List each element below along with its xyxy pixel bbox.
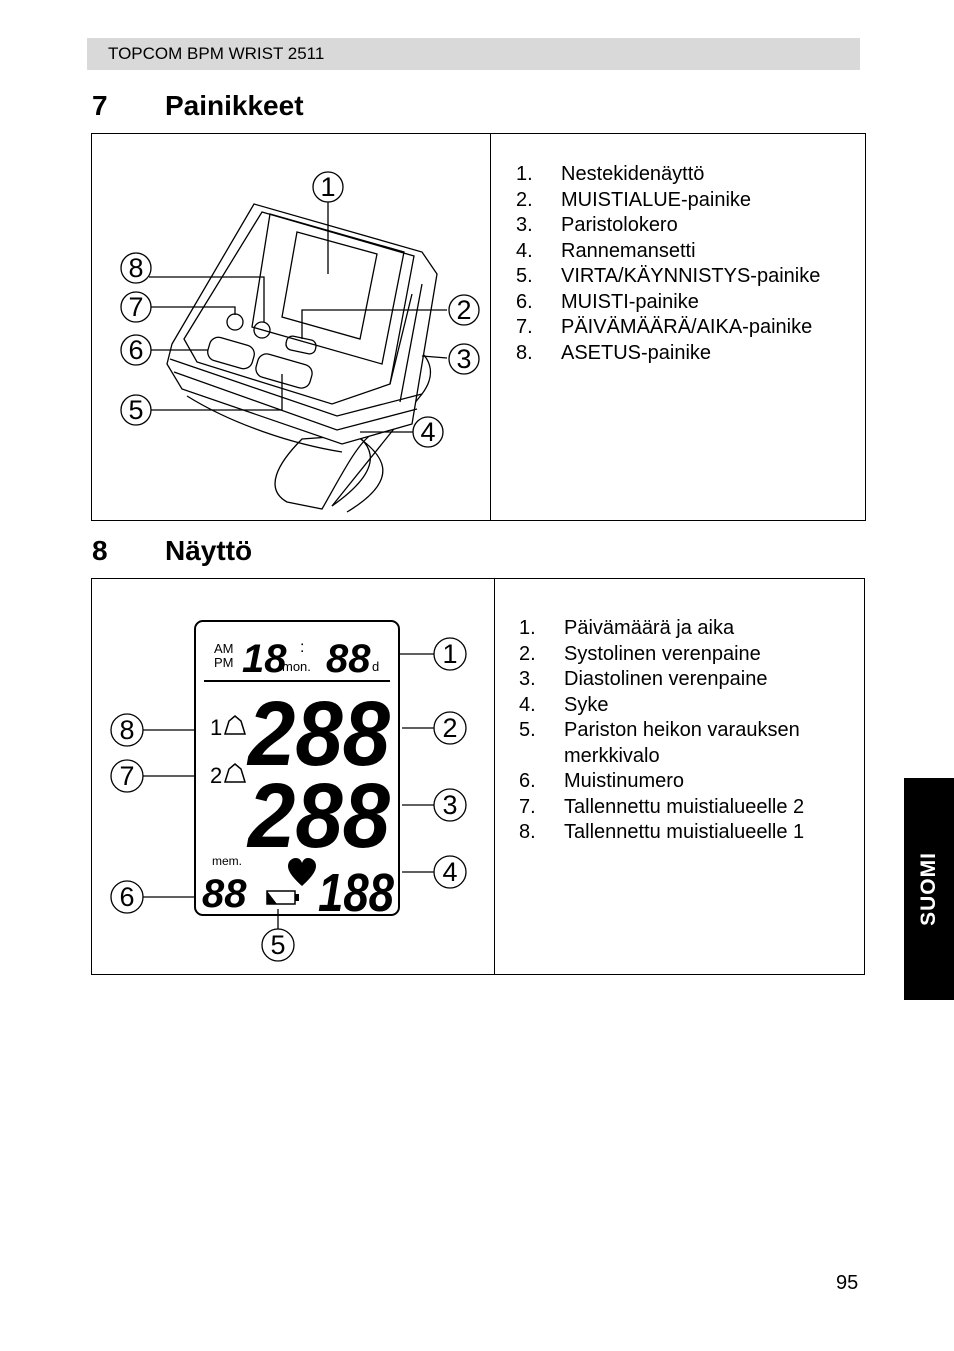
list-item: 3. Diastolinen verenpaine — [519, 668, 768, 690]
day-digits: 88 — [326, 637, 371, 681]
memory-number-digits: 88 — [202, 872, 247, 916]
display-table — [91, 578, 865, 975]
callout-2: 2 — [456, 295, 472, 325]
list-item: 4. Rannemansetti — [516, 239, 696, 262]
month-digits: 18 — [242, 637, 287, 681]
time-colon: : — [300, 639, 305, 656]
section-8-heading — [92, 535, 252, 567]
table-divider — [490, 134, 491, 520]
list-item: 6. MUISTI-painike — [516, 290, 699, 313]
memory-2-number: 2 — [210, 763, 223, 788]
list-item: 1. Nestekidenäyttö — [516, 163, 705, 185]
callout-6: 6 — [119, 882, 135, 912]
cuff-shape — [275, 434, 372, 509]
callout-1: 1 — [320, 172, 336, 202]
callout-3: 3 — [456, 344, 472, 374]
lcd-display-figure — [92, 579, 494, 974]
callout-6: 6 — [128, 335, 144, 365]
list-item: 7. Tallennettu muistialueelle 2 — [519, 795, 805, 818]
mem-label: mem. — [212, 854, 242, 868]
list-item: 1. Päivämäärä ja aika — [519, 617, 735, 639]
am-label: AM — [214, 641, 234, 656]
list-item: 7. PÄIVÄMÄÄRÄ/AIKA-painike — [516, 316, 813, 338]
systolic-digits: 288 — [246, 683, 391, 785]
callout-7: 7 — [128, 292, 144, 322]
section-title: Näyttö — [165, 535, 253, 566]
callout-8: 8 — [128, 253, 144, 283]
callout-4: 4 — [442, 857, 458, 887]
mon-label: mon. — [282, 659, 311, 674]
header-title: TOPCOM BPM WRIST 2511 — [108, 44, 325, 63]
display-legend — [519, 616, 804, 846]
buttons-table — [91, 133, 866, 521]
section-number: 7 — [92, 90, 108, 121]
list-item: 2. Systolinen verenpaine — [519, 642, 761, 665]
buttons-legend — [516, 162, 820, 366]
language-tab-label: SUOMI — [917, 852, 940, 926]
list-item: 5. Pariston heikon varauksen merkkivalo — [519, 719, 800, 767]
callout-5: 5 — [270, 930, 286, 960]
diastolic-digits: 288 — [246, 765, 391, 867]
callout-2: 2 — [442, 713, 458, 743]
table-divider — [494, 579, 495, 974]
list-item: 6. Muistinumero — [519, 770, 685, 792]
pulse-digits: 188 — [318, 863, 394, 923]
page-number: 95 — [836, 1272, 859, 1294]
list-item: 8. Tallennettu muistialueelle 1 — [519, 821, 805, 843]
callout-7: 7 — [119, 761, 135, 791]
d-label: d — [372, 659, 380, 674]
language-tab — [904, 778, 954, 1000]
list-item: 5. VIRTA/KÄYNNISTYS-painike — [516, 265, 821, 287]
running-header — [87, 38, 860, 70]
list-item: 8. ASETUS-painike — [516, 341, 712, 364]
list-item: 2. MUISTIALUE-painike — [516, 188, 752, 211]
section-title: Painikkeet — [165, 90, 304, 121]
list-item: 4. Syke — [519, 693, 609, 716]
callout-3: 3 — [442, 790, 458, 820]
list-item: 3. Paristolokero — [516, 214, 678, 236]
device-buttons-figure — [92, 134, 490, 520]
callout-4: 4 — [420, 417, 436, 447]
callout-5: 5 — [128, 395, 144, 425]
callout-1: 1 — [442, 639, 458, 669]
memory-1-number: 1 — [210, 715, 223, 740]
pm-label: PM — [214, 655, 234, 670]
section-7-heading — [92, 90, 304, 122]
callout-8: 8 — [119, 715, 135, 745]
section-number: 8 — [92, 535, 108, 566]
